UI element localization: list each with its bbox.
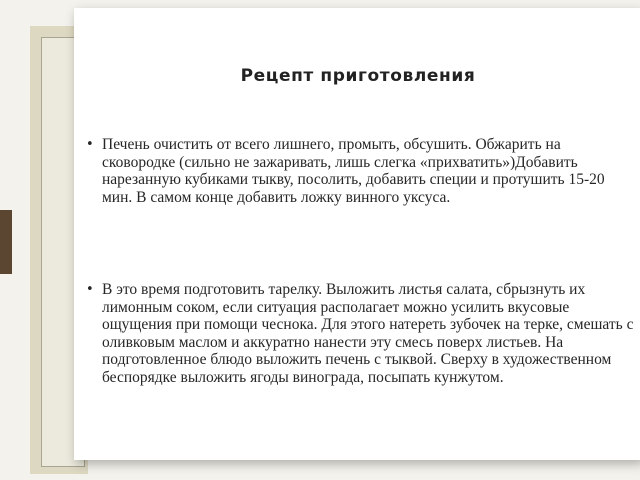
bullet-item-serving	[86, 281, 634, 387]
bullet-text: Печень очистить от всего лишнего, промыть, обсушить. Обжарить на сковородке (сильно не зажаривать, лишь слегка «прихватить»)Добавить нарезанную кубиками тыкву, посолить, добавить специи и протушить 15-20 мин. В самом конце добавить ложку винного уксуса.	[102, 136, 605, 206]
slide-tab-marker	[0, 210, 12, 274]
bullet-text: В это время подготовить тарелку. Выложить листья салата, сбрызнуть их лимонным соком, если ситуация располагает можно усилить вкусовые ощущения при помощи чеснока. Для этого натереть зубочек на терке, смешать с оливковым маслом и аккуратно нанести эту смесь поверх листьев. На подготовленное блюдо выложить печень с тыквой. Сверху в художественном беспорядке выложить ягоды винограда, посыпать кунжутом.	[102, 281, 634, 386]
bullet-item-preparation	[86, 136, 634, 206]
bullet-dot-icon: •	[86, 137, 94, 152]
bullet-dot-icon: •	[86, 282, 94, 297]
slide-title: Рецепт приготовления	[240, 66, 476, 86]
slide-card	[74, 8, 640, 460]
